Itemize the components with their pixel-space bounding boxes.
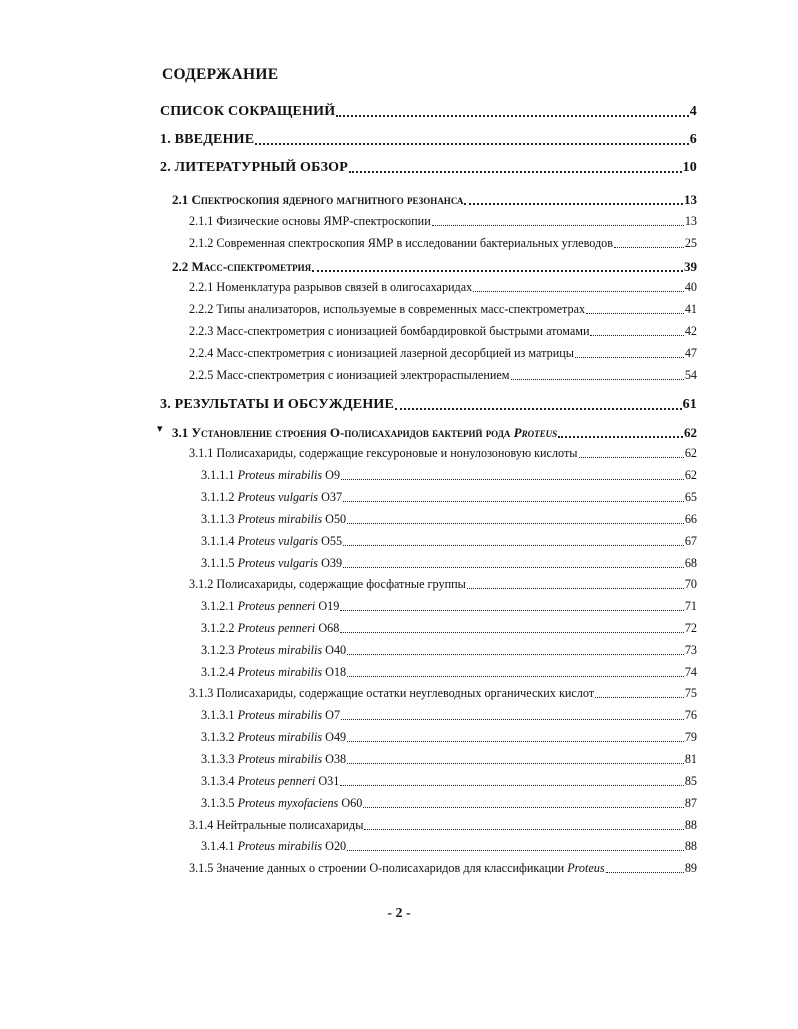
toc-entry-title: 1. ВВЕДЕНИЕ bbox=[160, 132, 255, 147]
dot-leader bbox=[343, 501, 684, 502]
toc-entry[interactable] bbox=[189, 302, 697, 317]
toc-entry-species: Proteus vulgaris bbox=[237, 556, 319, 570]
dot-leader bbox=[343, 567, 684, 568]
toc-entry-label bbox=[189, 214, 431, 229]
toc-entry-page: 6 bbox=[689, 132, 697, 147]
toc-entry[interactable] bbox=[201, 708, 697, 723]
toc-entry-label bbox=[201, 599, 339, 614]
toc-entry[interactable] bbox=[189, 214, 697, 229]
toc-entry[interactable] bbox=[201, 534, 697, 549]
toc-entry-title: 2.1.1 Физические основы ЯМР-спектроскопии bbox=[189, 214, 431, 228]
toc-entry[interactable] bbox=[189, 346, 697, 361]
toc-entry-page: 74 bbox=[684, 665, 697, 679]
toc-entry-species: Proteus myxofaciens bbox=[237, 796, 339, 810]
toc-entry[interactable] bbox=[201, 796, 697, 811]
toc-entry-serogroup: O55 bbox=[321, 534, 343, 548]
toc-entry-number: 3.1.1.1 bbox=[201, 468, 235, 482]
toc-entry-title: 2.1 Спектроскопия ядерного магнитного резонанса bbox=[172, 192, 464, 207]
toc-entry-page: 62 bbox=[684, 425, 697, 440]
toc-entry-label bbox=[201, 708, 340, 723]
toc-entry-page: 68 bbox=[684, 556, 697, 570]
toc-entry-page: 54 bbox=[684, 368, 697, 382]
dot-leader bbox=[558, 436, 683, 438]
toc-entry-label bbox=[189, 686, 594, 701]
toc-entry[interactable] bbox=[201, 774, 697, 789]
toc-entry-species: Proteus penneri bbox=[237, 599, 316, 613]
toc-entry-page: 25 bbox=[684, 236, 697, 250]
toc-entry-serogroup: O50 bbox=[325, 512, 347, 526]
dot-leader bbox=[347, 763, 684, 764]
toc-entry-label bbox=[189, 818, 363, 833]
dot-leader bbox=[606, 872, 684, 873]
toc-entry-number: 3.1.2.4 bbox=[201, 665, 235, 679]
toc-entry[interactable] bbox=[189, 577, 697, 592]
toc-entry-label bbox=[201, 490, 342, 505]
toc-entry-page: 70 bbox=[684, 577, 697, 591]
toc-entry-label bbox=[160, 160, 348, 176]
dot-leader bbox=[575, 357, 684, 358]
dot-leader bbox=[347, 676, 684, 677]
toc-entry-serogroup: O60 bbox=[341, 796, 363, 810]
toc-entry-number: 3.1.1.3 bbox=[201, 512, 235, 526]
page-number: - 2 - bbox=[387, 906, 411, 921]
page-title: СОДЕРЖАНИЕ bbox=[162, 66, 279, 83]
toc-entry-number: 3.1.2.3 bbox=[201, 643, 235, 657]
toc-entry-page: 88 bbox=[684, 839, 697, 853]
toc-entry-label bbox=[160, 132, 254, 148]
dot-leader bbox=[341, 479, 684, 480]
toc-entry-label bbox=[189, 324, 589, 339]
toc-entry-title: 2.2.2 Типы анализаторов, используемые в современных масс-спектрометрах bbox=[189, 302, 586, 316]
toc-entry-page: 42 bbox=[684, 324, 697, 338]
toc-entry-number: 3.1.3.3 bbox=[201, 752, 235, 766]
toc-entry-label bbox=[189, 446, 578, 461]
toc-entry-page: 87 bbox=[684, 796, 697, 810]
toc-entry[interactable] bbox=[201, 730, 697, 745]
toc-entry-serogroup: O40 bbox=[325, 643, 347, 657]
toc-entry-number: 3.1.3.2 bbox=[201, 730, 235, 744]
toc-entry[interactable] bbox=[160, 160, 697, 176]
toc-entry-label bbox=[189, 346, 574, 361]
toc-entry-label bbox=[189, 368, 510, 383]
toc-entry-title: 2.2.4 Масс-спектрометрия с ионизацией лазерной десорбцией из матрицы bbox=[189, 346, 574, 360]
dot-leader bbox=[464, 203, 683, 205]
toc-entry-number: 3.1.3.5 bbox=[201, 796, 235, 810]
toc-entry-page: 62 bbox=[684, 468, 697, 482]
toc-entry-label bbox=[201, 534, 342, 549]
toc-entry-number: 3.1.3.1 bbox=[201, 708, 235, 722]
toc-entry[interactable] bbox=[189, 280, 697, 295]
toc-entry-label bbox=[160, 104, 335, 120]
toc-entry-label bbox=[201, 468, 340, 483]
toc-entry-page: 65 bbox=[684, 490, 697, 504]
toc-entry-page: 40 bbox=[684, 280, 697, 294]
toc-entry-serogroup: O19 bbox=[318, 599, 340, 613]
toc-entry[interactable] bbox=[201, 556, 697, 571]
toc-entry-label bbox=[189, 280, 472, 295]
toc-entry[interactable] bbox=[172, 425, 697, 441]
toc-entry[interactable] bbox=[201, 490, 697, 505]
toc-entry-title: 3.1.4 Нейтральные полисахариды bbox=[189, 818, 364, 832]
toc-entry-title: СПИСОК СОКРАЩЕНИЙ bbox=[160, 104, 336, 119]
toc-entry-page: 81 bbox=[684, 752, 697, 766]
toc-entry-label bbox=[189, 577, 466, 592]
toc-entry-species: Proteus mirabilis bbox=[237, 512, 323, 526]
dot-leader bbox=[586, 313, 684, 314]
toc-entry-number: 3.1.1.2 bbox=[201, 490, 235, 504]
dot-leader bbox=[467, 588, 684, 589]
toc-entry-species: Proteus mirabilis bbox=[237, 708, 323, 722]
toc-entry-label bbox=[201, 512, 346, 527]
toc-entry[interactable] bbox=[201, 468, 697, 483]
toc-entry-serogroup: O31 bbox=[318, 774, 340, 788]
toc-entry-species: Proteus penneri bbox=[237, 621, 316, 635]
toc-entry-title: 3.1.2 Полисахариды, содержащие фосфатные группы bbox=[189, 577, 466, 591]
toc-entry[interactable] bbox=[189, 324, 697, 339]
toc-entry[interactable] bbox=[172, 259, 697, 275]
dot-leader bbox=[341, 719, 684, 720]
toc-entry-italic: Proteus bbox=[513, 425, 558, 440]
toc-entry-title: 2.1.2 Современная спектроскопия ЯМР в исследовании бактериальных углеводов bbox=[189, 236, 614, 250]
toc-entry[interactable] bbox=[160, 397, 697, 413]
toc-entry-label bbox=[201, 556, 342, 571]
dot-leader bbox=[432, 225, 684, 226]
toc-entry-species: Proteus vulgaris bbox=[237, 490, 319, 504]
toc-entry-number: 3.1.2.2 bbox=[201, 621, 235, 635]
toc-entry-page: 88 bbox=[684, 818, 697, 832]
toc-entry-page: 73 bbox=[684, 643, 697, 657]
toc-entry-page: 76 bbox=[684, 708, 697, 722]
dot-leader bbox=[347, 523, 684, 524]
toc-entry-title: 3.1.3 Полисахариды, содержащие остатки неуглеводных органических кислот bbox=[189, 686, 595, 700]
toc-entry[interactable] bbox=[201, 621, 697, 636]
dot-leader bbox=[595, 697, 684, 698]
dot-leader bbox=[590, 335, 683, 336]
toc-entry-serogroup: O7 bbox=[325, 708, 341, 722]
toc-entry-page: 72 bbox=[684, 621, 697, 635]
dot-leader bbox=[312, 270, 683, 272]
toc-entry-title: 3.1.5 Значение данных о строении О-полисахаридов для классификации bbox=[189, 861, 568, 875]
dot-leader bbox=[336, 115, 688, 117]
toc-entry-page: 71 bbox=[684, 599, 697, 613]
dot-leader bbox=[614, 247, 684, 248]
toc-entry-page: 85 bbox=[684, 774, 697, 788]
toc-entry-title: 2.2.3 Масс-спектрометрия с ионизацией бомбардировкой быстрыми атомами bbox=[189, 324, 590, 338]
dot-leader bbox=[347, 741, 684, 742]
dot-leader bbox=[363, 807, 683, 808]
dot-leader bbox=[347, 850, 684, 851]
toc-entry-page: 89 bbox=[684, 861, 697, 875]
toc-entry-species: Proteus mirabilis bbox=[237, 643, 323, 657]
toc-entry-number: 3.1.2.1 bbox=[201, 599, 235, 613]
toc-entry-label bbox=[201, 796, 362, 811]
toc-entry-page: 61 bbox=[682, 397, 697, 412]
dot-leader bbox=[579, 457, 684, 458]
toc-entry-page: 41 bbox=[684, 302, 697, 316]
toc-entry-number: 3.1.1.4 bbox=[201, 534, 235, 548]
toc-entry-label bbox=[172, 259, 311, 275]
toc-entry-label bbox=[172, 425, 557, 441]
toc-entry[interactable] bbox=[160, 132, 697, 148]
toc-entry-label bbox=[201, 621, 339, 636]
toc-entry-page: 10 bbox=[682, 160, 697, 175]
toc-entry-species: Proteus mirabilis bbox=[237, 752, 323, 766]
toc-entry-serogroup: O68 bbox=[318, 621, 340, 635]
toc-entry-page: 79 bbox=[684, 730, 697, 744]
toc-entry[interactable] bbox=[201, 839, 697, 854]
toc-entry-page: 4 bbox=[689, 104, 697, 119]
toc-entry-label bbox=[172, 192, 463, 208]
toc-entry[interactable] bbox=[189, 818, 697, 833]
toc-entry-species: Proteus mirabilis bbox=[237, 468, 323, 482]
toc-entry-page: 75 bbox=[684, 686, 697, 700]
toc-entry-page: 66 bbox=[684, 512, 697, 526]
dot-leader bbox=[340, 785, 683, 786]
toc-entry-page: 67 bbox=[684, 534, 697, 548]
toc-entry-page: 39 bbox=[684, 259, 697, 274]
toc-entry[interactable] bbox=[189, 236, 697, 251]
toc-entry[interactable] bbox=[201, 599, 697, 614]
toc-entry[interactable] bbox=[172, 192, 697, 208]
toc-entry-label bbox=[201, 752, 346, 767]
toc-entry-label bbox=[189, 302, 585, 317]
dot-leader bbox=[364, 829, 683, 830]
toc-entry-label bbox=[160, 397, 394, 413]
toc-entry-serogroup: O49 bbox=[325, 730, 347, 744]
toc-entry-serogroup: O38 bbox=[325, 752, 347, 766]
toc-entry[interactable] bbox=[201, 512, 697, 527]
toc-entry-species: Proteus mirabilis bbox=[237, 665, 323, 679]
dot-leader bbox=[340, 632, 683, 633]
toc-entry-title: 2.2.5 Масс-спектрометрия с ионизацией электрораспылением bbox=[189, 368, 510, 382]
toc-entry-number: 3.1.3.4 bbox=[201, 774, 235, 788]
toc-entry-species: Proteus vulgaris bbox=[237, 534, 319, 548]
dot-leader bbox=[395, 408, 682, 410]
dot-leader bbox=[511, 379, 684, 380]
toc-entry-serogroup: O20 bbox=[325, 839, 347, 853]
scan-speck: ▾ bbox=[157, 423, 163, 435]
toc-entry[interactable] bbox=[189, 686, 697, 701]
toc-entry-label bbox=[201, 774, 339, 789]
toc-entry-label bbox=[189, 236, 613, 251]
toc-entry-serogroup: O37 bbox=[321, 490, 343, 504]
toc-entry-serogroup: O18 bbox=[325, 665, 347, 679]
toc-entry-serogroup: O9 bbox=[325, 468, 341, 482]
toc-entry-species: Proteus mirabilis bbox=[237, 730, 323, 744]
toc-entry-page: 62 bbox=[684, 446, 697, 460]
dot-leader bbox=[340, 610, 683, 611]
toc-entry-title: 2.2.1 Номенклатура разрывов связей в олигосахаридах bbox=[189, 280, 473, 294]
toc-entry-title: 3.1.1 Полисахариды, содержащие гексуроновые и нонулозоновую кислоты bbox=[189, 446, 578, 460]
toc-entry-serogroup: O39 bbox=[321, 556, 343, 570]
dot-leader bbox=[343, 545, 684, 546]
toc-entry[interactable] bbox=[189, 368, 697, 383]
toc-entry-title: 2.2 Масс-спектрометрия bbox=[172, 259, 312, 274]
toc-entry[interactable] bbox=[201, 752, 697, 767]
toc-entry[interactable] bbox=[189, 446, 697, 461]
toc-entry-page: 13 bbox=[684, 214, 697, 228]
toc-entry[interactable] bbox=[201, 665, 697, 680]
toc-entry-number: 3.1.1.5 bbox=[201, 556, 235, 570]
toc-entry-label bbox=[201, 730, 346, 745]
toc-entry[interactable] bbox=[201, 643, 697, 658]
dot-leader bbox=[347, 654, 684, 655]
toc-entry-title: 3.1 Установление строения О-полисахаридов бактерий рода bbox=[172, 425, 514, 440]
dot-leader bbox=[473, 291, 684, 292]
toc-entry-label bbox=[201, 839, 346, 854]
toc-entry-number: 3.1.4.1 bbox=[201, 839, 235, 853]
dot-leader bbox=[349, 171, 682, 173]
toc-entry-italic: Proteus bbox=[567, 861, 605, 875]
toc-entry-title: 2. ЛИТЕРАТУРНЫЙ ОБЗОР bbox=[160, 160, 349, 175]
toc-entry-species: Proteus mirabilis bbox=[237, 839, 323, 853]
toc-entry[interactable] bbox=[160, 104, 697, 120]
toc-entry-title: 3. РЕЗУЛЬТАТЫ И ОБСУЖДЕНИЕ bbox=[160, 397, 395, 412]
toc-entry-label bbox=[201, 665, 346, 680]
toc-entry[interactable] bbox=[189, 861, 697, 876]
toc-entry-page: 47 bbox=[684, 346, 697, 360]
dot-leader bbox=[255, 143, 688, 145]
toc-entry-label bbox=[189, 861, 605, 876]
toc-entry-page: 13 bbox=[684, 192, 697, 207]
toc-entry-label bbox=[201, 643, 346, 658]
toc-entry-species: Proteus penneri bbox=[237, 774, 316, 788]
